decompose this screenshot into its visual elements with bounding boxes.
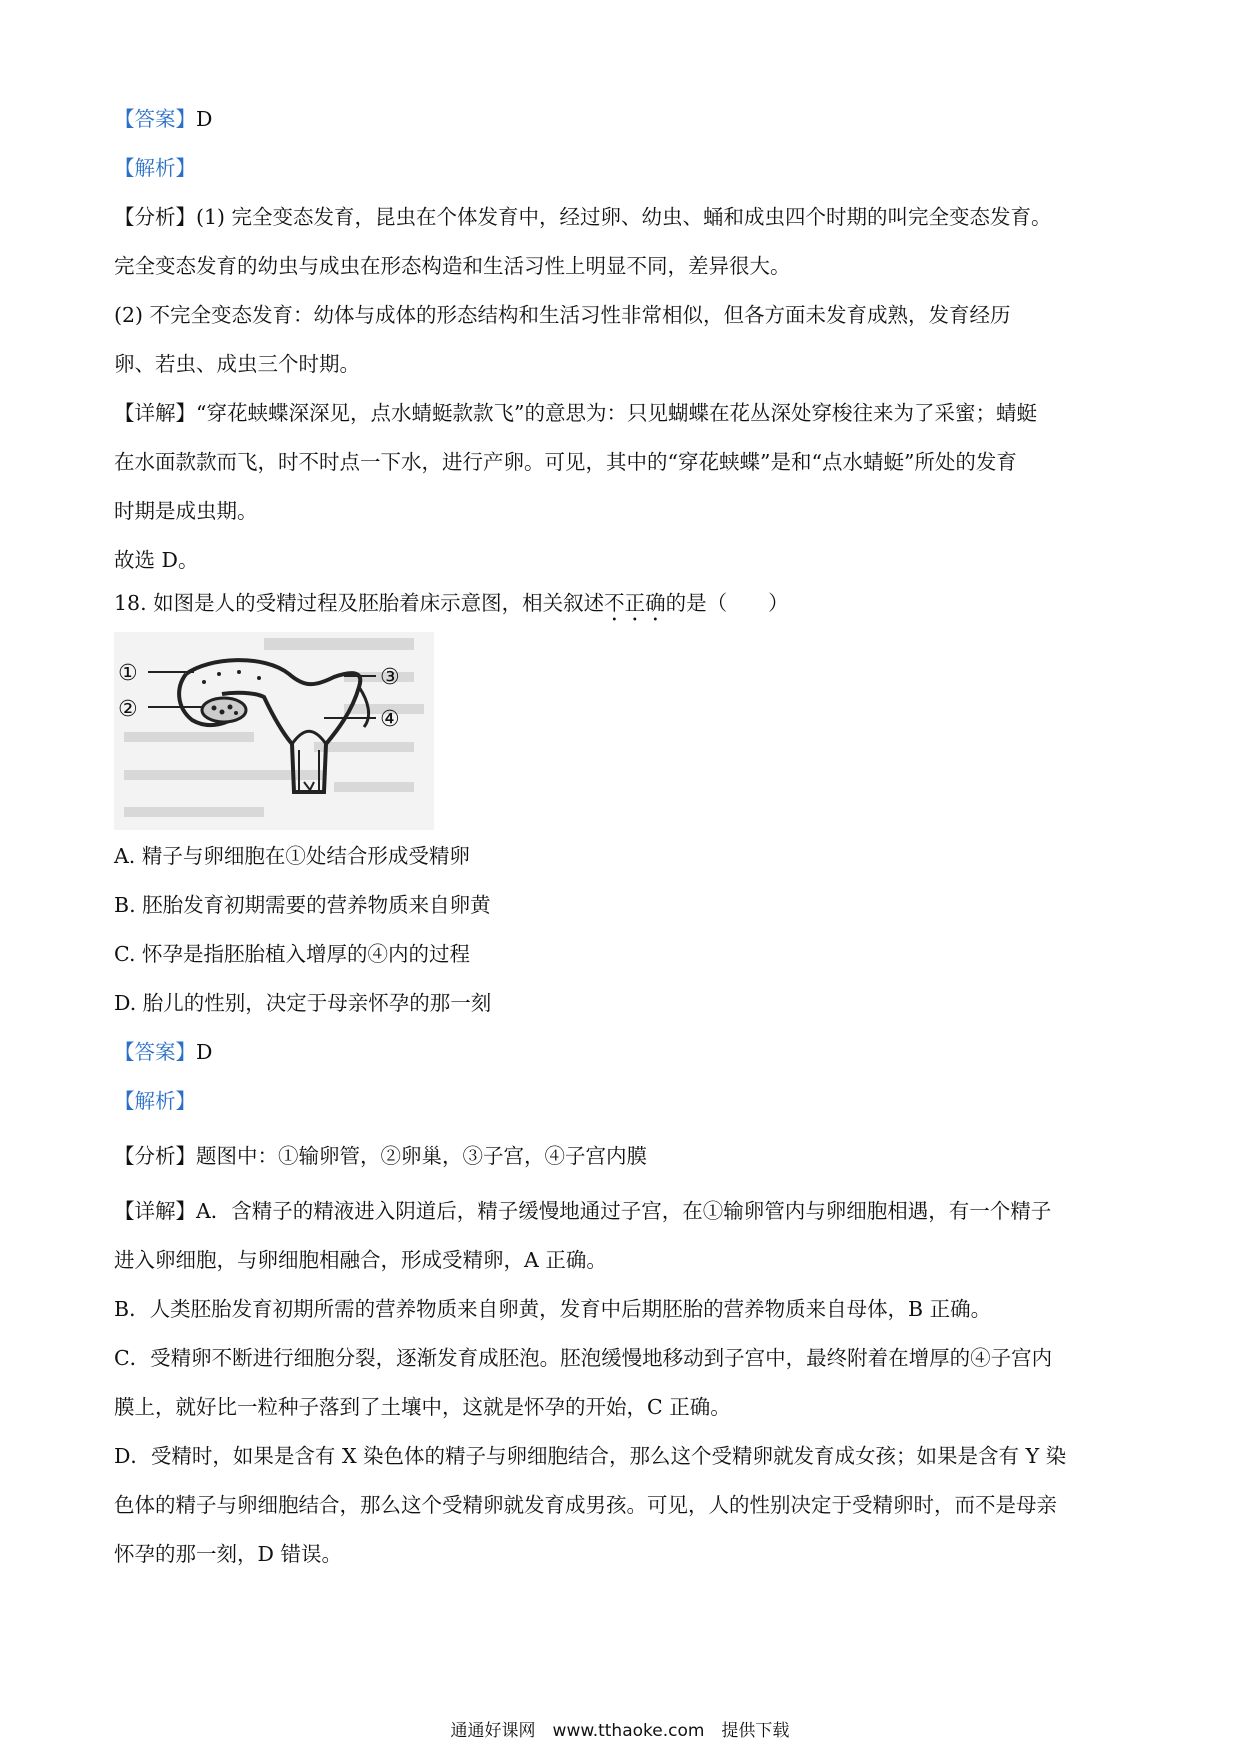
detail-d-line1: D．受精时，如果是含有 X 染色体的精子与卵细胞结合，那么这个受精卵就发育成女孩；如果是含有 Y 染: [114, 1444, 1067, 1468]
figure-label-1: ①: [118, 661, 138, 686]
option-d: D. 胎儿的性别，决定于母亲怀孕的那一刻: [114, 991, 492, 1015]
answer-tag: 【答案】: [114, 1040, 196, 1064]
conclusion: 故选 D。: [114, 548, 199, 572]
page-footer: 通通好课网 www.tthaoke.com 提供下载: [450, 1721, 790, 1741]
option-c: C. 怀孕是指胚胎植入增厚的④内的过程: [114, 942, 470, 966]
answer-line-2: [114, 1037, 212, 1067]
detail-d-line2: 色体的精子与卵细胞结合，那么这个受精卵就发育成男孩。可见，人的性别决定于受精卵时，而不是母亲: [114, 1493, 1057, 1517]
stem-prefix: 18. 如图是人的受精过程及胚胎着床示意图，相关叙述: [114, 591, 605, 615]
answer-tag: 【答案】: [114, 107, 196, 131]
analysis-p2-line2: 卵、若虫、成虫三个时期。: [114, 352, 360, 376]
detail-line1: 【详解】“穿花蛱蝶深深见，点水蜻蜓款款飞”的意思为：只见蝴蝶在花丛深处穿梭往来为了采蜜；蜻蜓: [114, 401, 1037, 425]
detail-b: B．人类胚胎发育初期所需的营养物质来自卵黄，发育中后期胚胎的营养物质来自母体，B 正确。: [114, 1297, 992, 1321]
question-18-stem: [114, 588, 789, 626]
stem-emphasis: 不正确: [604, 591, 666, 615]
detail-line2: 在水面款款而飞，时不时点一下水，进行产卵。可见，其中的“穿花蛱蝶”是和“点水蜻蜓”所处的发育: [114, 450, 1017, 474]
analysis-p2-line1: (2) 不完全变态发育：幼体与成体的形态结构和生活习性非常相似，但各方面未发育成熟，发育经历: [114, 303, 1011, 327]
detail-a-line1: 【详解】A．含精子的精液进入阴道后，精子缓慢地通过子宫，在①输卵管内与卵细胞相遇，有一个精子: [114, 1199, 1052, 1223]
answer-value: D: [196, 107, 213, 131]
answer-value: D: [196, 1040, 213, 1064]
stem-suffix: 的是（ ）: [665, 591, 789, 615]
answer-line-1: [114, 104, 212, 134]
analysis-tag-2: 【解析】: [114, 1089, 196, 1113]
figure-label-3: ③: [380, 665, 400, 690]
detail-c-line1: C．受精卵不断进行细胞分裂，逐渐发育成胚泡。胚泡缓慢地移动到子宫中，最终附着在增厚的④子宫内: [114, 1346, 1053, 1370]
analysis-tag-1: 【解析】: [114, 156, 196, 180]
detail-a-line2: 进入卵细胞，与卵细胞相融合，形成受精卵，A 正确。: [114, 1248, 607, 1272]
analysis-p1-line2: 完全变态发育的幼虫与成虫在形态构造和生活习性上明显不同，差异很大。: [114, 254, 791, 278]
analysis-2: 【分析】题图中：①输卵管，②卵巢，③子宫，④子宫内膜: [114, 1144, 647, 1168]
option-a: A. 精子与卵细胞在①处结合形成受精卵: [114, 844, 470, 868]
option-b: B. 胚胎发育初期需要的营养物质来自卵黄: [114, 893, 491, 917]
reproductive-system-figure: [114, 632, 434, 830]
detail-d-line3: 怀孕的那一刻，D 错误。: [114, 1542, 342, 1566]
analysis-p1-line1: 【分析】(1) 完全变态发育，昆虫在个体发育中，经过卵、幼虫、蛹和成虫四个时期的叫完全变态发育。: [114, 205, 1052, 229]
detail-line3: 时期是成虫期。: [114, 499, 258, 523]
detail-c-line2: 膜上，就好比一粒种子落到了土壤中，这就是怀孕的开始，C 正确。: [114, 1395, 731, 1419]
figure-label-4: ④: [380, 707, 400, 732]
figure-label-2: ②: [118, 697, 138, 722]
